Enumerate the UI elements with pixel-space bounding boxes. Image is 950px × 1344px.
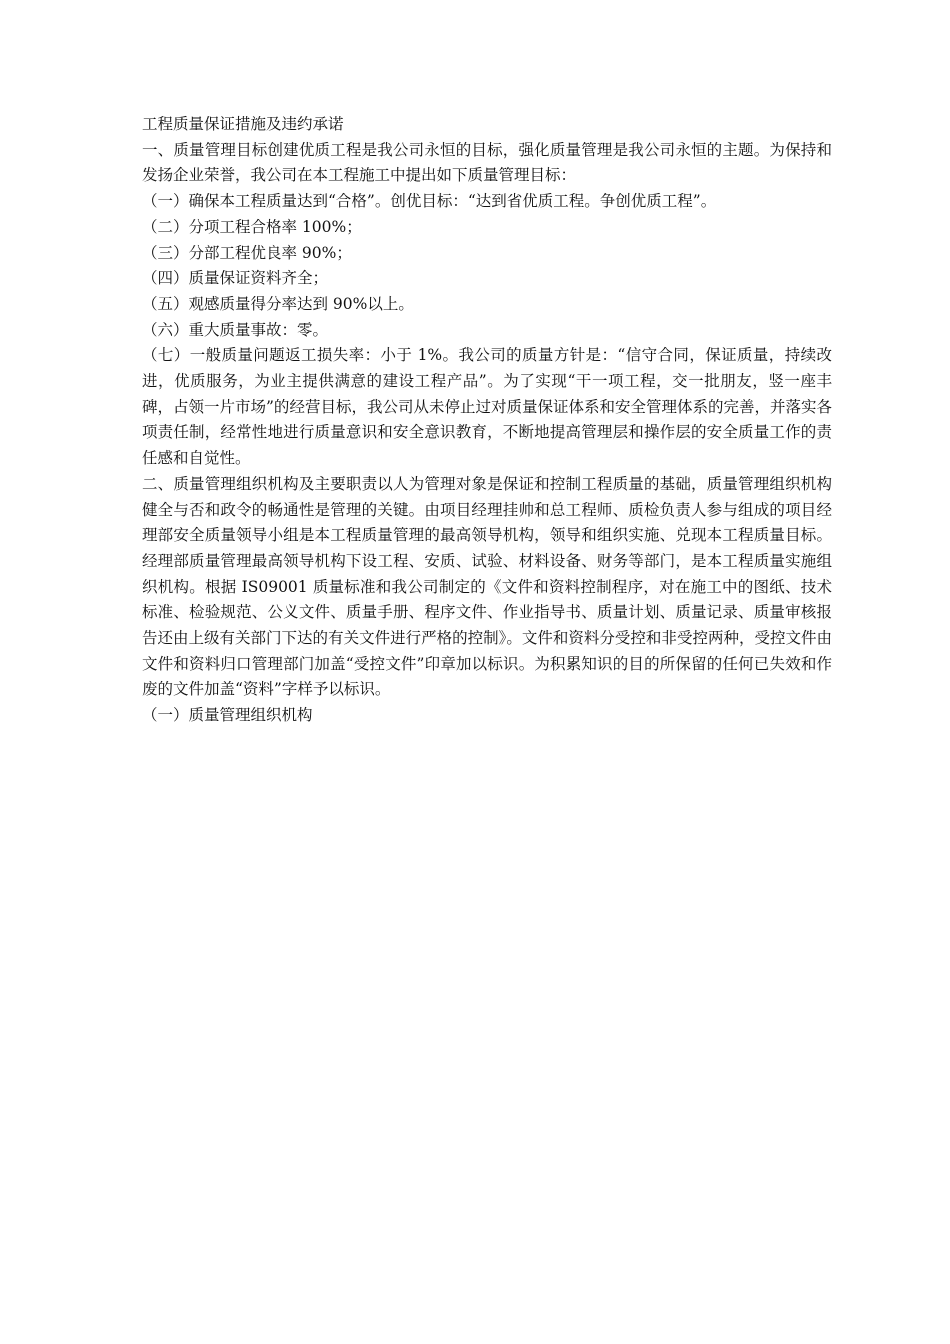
- section-heading-organization: （一）质量管理组织机构: [142, 706, 313, 725]
- paragraph-organization: 二、质量管理组织机构及主要职责以人为管理对象是保证和控制工程质量的基础，质量管理组织机构健全与否和政令的畅通性是管理的关键。由项目经理挂帅和总工程师、质检负责人参与组成的项目经理部安全质量领导小组是本工程质量管理的最高领导机构，领导和组织实施、兑现本工程质量目标。经理部质量管理最高领导机构下设工程、安质、试验、材料设备、财务等部门，是本工程质量实施组织机构。根据 IS09001 质量标准和我公司制定的《文件和资料控制程序，对在施工中的图纸、技术标准、检验规范、公义文件、质量手册、程序文件、作业指导书、质量计划、质量记录、质量审核报告还由上级有关部门下达的有关文件进行严格的控制》。文件和资料分受控和非受控两种，受控文件由文件和资料归口管理部门加盖“受控文件”印章加以标识。为积累知识的目的所保留的任何已失效和作废的文件加盖“资料”字样予以标识。: [142, 474, 832, 699]
- document-title: 工程质量保证措施及违约承诺: [142, 115, 344, 133]
- list-item-goal-2: （二）分项工程合格率 100%；: [142, 217, 362, 236]
- list-item-goal-1: （一）确保本工程质量达到“合格”。创优目标：“达到省优质工程。争创优质工程”。: [142, 192, 717, 211]
- document-body: [142, 112, 832, 729]
- list-item-goal-3: （三）分部工程优良率 90%；: [142, 243, 352, 262]
- list-item-goal-5: （五）观感质量得分率达到 90%以上。: [142, 294, 414, 313]
- list-item-goal-4: （四）质量保证资料齐全；: [142, 269, 329, 288]
- list-item-goal-6: （六）重大质量事故：零。: [142, 320, 329, 339]
- list-item-goal-7: （七）一般质量问题返工损失率：小于 1%。我公司的质量方针是：“信守合同，保证质量，持续改进，优质服务，为业主提供满意的建设工程产品”。为了实现“干一项工程，交一批朋友，竖一座丰碑，占领一片市场”的经营目标，我公司从未停止过对质量保证体系和安全管理体系的完善，并落实各项责任制，经常性地进行质量意识和安全意识教育，不断地提高管理层和操作层的安全质量工作的责任感和自觉性。: [142, 346, 832, 468]
- paragraph-quality-goals-intro: 一、质量管理目标创建优质工程是我公司永恒的目标，强化质量管理是我公司永恒的主题。为保持和发扬企业荣誉，我公司在本工程施工中提出如下质量管理目标：: [142, 140, 832, 185]
